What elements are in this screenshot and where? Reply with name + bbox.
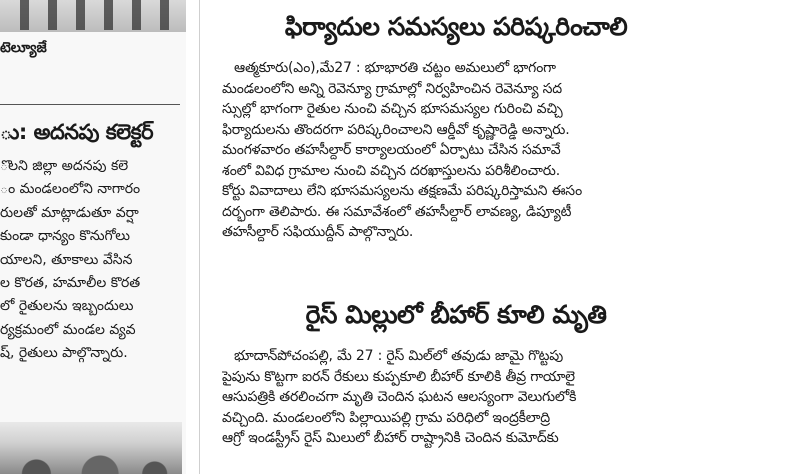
main-column [206, 0, 800, 474]
text-line: మండలంలోని అన్ని రెవెన్యూ గ్రామాల్లో నిర్వహించిన రెవెన్యూ సద [222, 80, 562, 97]
text-line: ొలని జిల్లా అదనపు కలె [0, 158, 129, 174]
text-line: ఆగ్రో ఇండస్ట్రీస్ రైస్ మిలులో బీహార్ రాష్ట్రానికి చెందిన కుమోద్‌కు [222, 430, 559, 446]
article1-headline: ఫిర్యాదుల సమస్యలు పరిష్కరించాలి [284, 12, 628, 41]
vertical-divider [199, 0, 200, 474]
left-article-headline: ు: అదనపు కలెక్టర్ [0, 120, 154, 144]
left-column [0, 0, 186, 474]
text-line: ఆసుపత్రికి తరలించగా మృతి చెందిన ఘటన ఆలస్యంగా వెలుగులోకి [222, 389, 577, 405]
text-line: యాలని, తూకాలు వేసిన [0, 251, 133, 268]
text-line: రులతో మాట్లాడుతూ వర్షా [0, 204, 139, 221]
bottom-photo [0, 422, 182, 474]
top-photo [0, 0, 186, 32]
text-line: ష్, రైతులు పాల్గొన్నారు. [0, 345, 128, 362]
text-line: స్సుల్లో భాగంగా రైతుల నుంచి వచ్చిన భూసమస్యల గురించి వచ్చి [222, 101, 563, 117]
photo-caption: టెల్యూజే [0, 40, 47, 56]
text-line: ం మండలంలోని నాగారం [0, 181, 141, 198]
column-divider [0, 104, 180, 105]
text-line: ఫిర్యాదులను తొందరగా పరిష్కరించాలని ఆర్డీవో కృష్ణారెడ్డి అన్నారు. [222, 121, 570, 138]
article2-headline: రైస్ మిల్లులో బీహార్ కూలి మృతి [305, 300, 607, 329]
text-line: పైపును కొట్టగా ఐరన్ రేకులు కుప్పకూలి బీహార్ కూలికి తీవ్ర గాయాలై [222, 368, 575, 385]
article2-body [222, 346, 702, 449]
text-line: దర్భంగా తెలిపారు. ఈ సమావేశంలో తహసీల్దార్ లావణ్య, డిప్యూటీ [222, 203, 572, 220]
left-article-body [0, 155, 186, 366]
text-line: మంగళవారం తహసీల్దార్ కార్యాలయంలో ఏర్పాటు చేసిన సమావే [222, 142, 561, 158]
text-line: లో రైతులను ఇబ్బందులు [0, 298, 134, 315]
text-line: వచ్చింది. మండలంలోని పిల్లాయిపల్లి గ్రామ పరిధిలో ఇంద్రకీలాద్రి [222, 409, 550, 426]
text-line: కోర్టు వివాదాలు లేని భూసమస్యలను తక్షణమే పరిష్కరిస్తామని ఈసం [222, 183, 583, 199]
text-line: ర్యక్రమంలో మండల వ్యవ [0, 321, 136, 338]
text-line: ఆత్మకూరు(ఎం),మే27 : భూభారతి చట్టం అమలులో భాగంగా [234, 60, 556, 76]
article1-body [222, 58, 702, 243]
text-line: కుండా ధాన్యం కొనుగోలు [0, 228, 130, 245]
text-line: ల కొరత, హమాలీల కొరత [0, 275, 141, 292]
text-line: భూదాన్‌పోచంపల్లి, మే 27 : రైస్ మిల్‌లో తవుడు జామై గొట్టపు [234, 348, 564, 364]
text-line: శంలో వివిధ గ్రామాల నుంచి వచ్చిన దరఖాస్తులను పరిశీలించారు. [222, 162, 560, 179]
text-line: తహసీల్దార్ సఫియుద్దీన్ పాల్గొన్నారు. [222, 224, 414, 240]
